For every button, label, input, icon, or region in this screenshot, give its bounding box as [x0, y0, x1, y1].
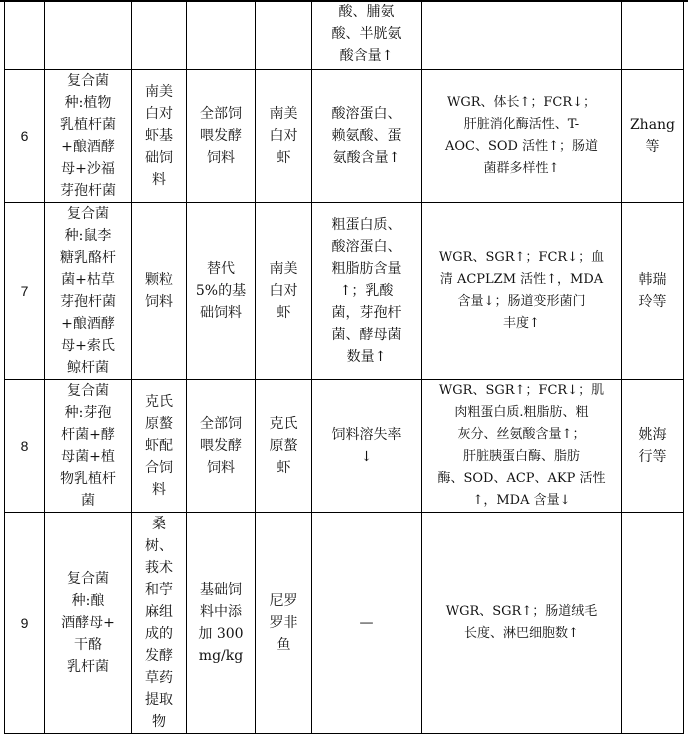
- cell-base-feed: [132, 0, 187, 70]
- cell-base-feed: 桑 树、 莪术 和苧 麻组 成的 发酵 草药 提取 物: [132, 513, 187, 734]
- cell-composition: 粗蛋白质、 酸溶蛋白、 粗脂肪含量 ↑；乳酸 菌，芽孢杆 菌、酵母菌 数量↑: [312, 203, 422, 380]
- cell-author: 姚海 行等: [622, 380, 684, 513]
- cell-species: 尼罗 罗非 鱼: [256, 513, 312, 734]
- cell-no: 9: [5, 513, 45, 734]
- cell-strain: 复合菌 种:酿 酒酵母+ 干酪 乳杆菌: [45, 513, 132, 734]
- cell-species: 南美 白对 虾: [256, 203, 312, 380]
- cell-species: 克氏 原螯 虾: [256, 380, 312, 513]
- cell-composition: 饲料溶失率 ↓: [312, 380, 422, 513]
- cell-author: 韩瑞 玲等: [622, 203, 684, 380]
- cell-species: 南美 白对 虾: [256, 70, 312, 203]
- table-row: [5, 380, 684, 513]
- cell-author: Zhang 等: [622, 70, 684, 203]
- cell-base-feed: 克氏 原螯 虾配 合饲 料: [132, 380, 187, 513]
- cell-method: 全部饲 喂发酵 饲料: [187, 380, 256, 513]
- table-row: [5, 0, 684, 70]
- table-row: [5, 70, 684, 203]
- cell-method: 全部饲 喂发酵 饲料: [187, 70, 256, 203]
- cell-method: [187, 0, 256, 70]
- cell-no: [5, 0, 45, 70]
- cell-strain: [45, 0, 132, 70]
- table-row: [5, 203, 684, 380]
- cell-effects: WGR、SGR↑；FCR↓；血 清 ACPLZM 活性↑，MDA 含量↓；肠道变形菌门 丰度↑: [422, 203, 622, 380]
- cell-composition: —: [312, 513, 422, 734]
- cell-base-feed: 南美 白对 虾基 础饲 料: [132, 70, 187, 203]
- cell-no: 7: [5, 203, 45, 380]
- cell-strain: 复合菌 种:植物 乳植杆菌 +酿酒酵 母+沙福 芽孢杆菌: [45, 70, 132, 203]
- cell-method: 基础饲 料中添 加 300 mg/kg: [187, 513, 256, 734]
- cell-effects: [422, 0, 622, 70]
- table-row: [5, 513, 684, 734]
- cell-species: [256, 0, 312, 70]
- cell-effects: WGR、体长↑；FCR↓； 肝脏消化酶活性、T- AOC、SOD 活性↑；肠道 菌群多样性↑: [422, 70, 622, 203]
- cell-effects: WGR、SGR↑；FCR↓；肌 肉粗蛋白质.粗脂肪、粗 灰分、丝氨酸含量↑； 肝脏胰蛋白酶、脂肪 酶、SOD、ACP、AKP 活性 ↑，MDA 含量↓: [422, 380, 622, 513]
- table-container: [4, 0, 684, 734]
- cell-base-feed: 颗粒 饲料: [132, 203, 187, 380]
- cell-strain: 复合菌 种:芽孢 杆菌+酵 母菌+植 物乳植杆 菌: [45, 380, 132, 513]
- fermented-feed-table: [4, 0, 684, 734]
- cell-no: 6: [5, 70, 45, 203]
- cell-author: [622, 513, 684, 734]
- cell-author: [622, 0, 684, 70]
- cell-effects: WGR、SGR↑；肠道绒毛 长度、淋巴细胞数↑: [422, 513, 622, 734]
- cell-composition: 酸溶蛋白、 赖氨酸、蛋 氨酸含量↑: [312, 70, 422, 203]
- cell-strain: 复合菌 种:鼠李 糖乳酪杆 菌+枯草 芽孢杆菌 +酿酒酵 母+索氏 鲸杆菌: [45, 203, 132, 380]
- cell-composition: 酸、脯氨 酸、半胱氨 酸含量↑: [312, 0, 422, 70]
- cell-no: 8: [5, 380, 45, 513]
- cell-method: 替代 5%的基 础饲料: [187, 203, 256, 380]
